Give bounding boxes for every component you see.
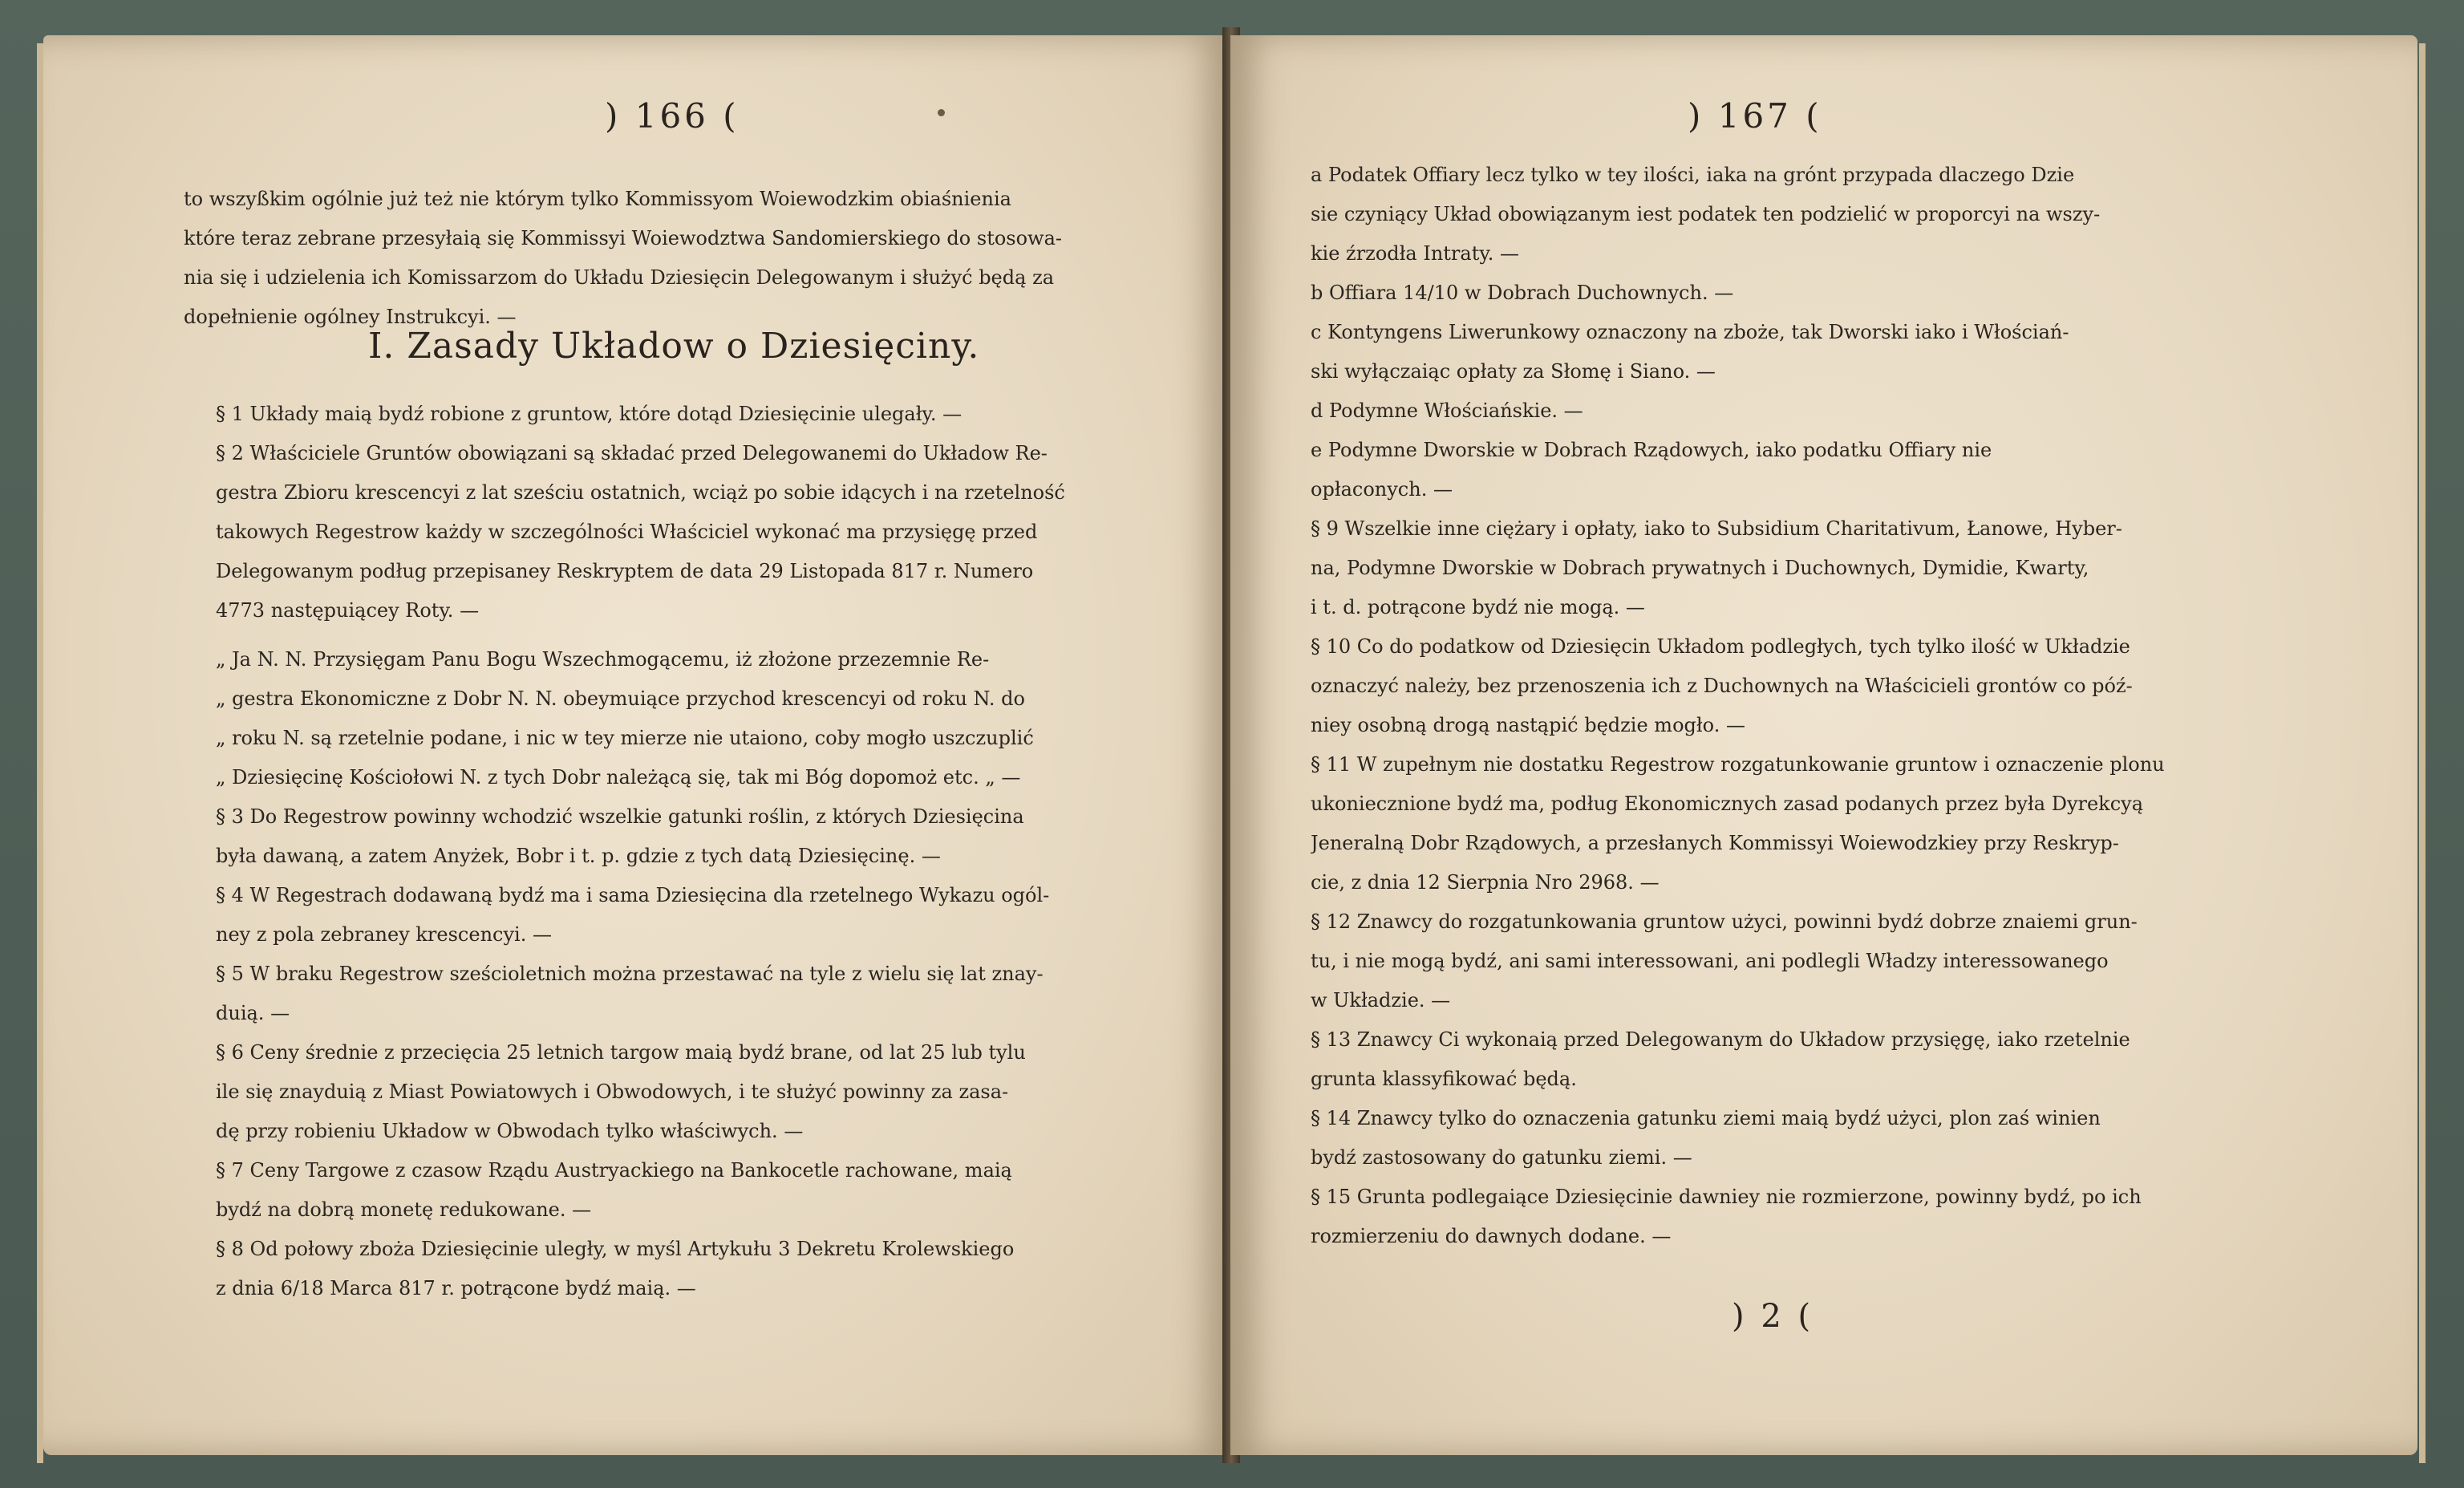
paragraph-line: w Układzie. — xyxy=(1311,989,1451,1012)
left-page-edge xyxy=(37,43,43,1463)
intro-line: które teraz zebrane przesyłaią się Kommissyi Woiewodztwa Sandomierskiego do stosowa- xyxy=(184,227,1063,249)
oath-text xyxy=(216,640,1210,797)
left-sections xyxy=(216,395,1210,1308)
paragraph-line: oznaczyć należy, bez przenoszenia ich z Duchownych na Właścicieli grontów co póź- xyxy=(1311,675,2133,697)
paragraph-2 xyxy=(216,434,1210,630)
paragraph-line: § 7 Ceny Targowe z czasow Rządu Austryackiego na Bankocetle rachowane, maią xyxy=(216,1159,1012,1182)
intro-line: nia się i udzielenia ich Komissarzom do Układu Dziesięcin Delegowanym i służyć będą za xyxy=(184,266,1055,289)
oath-line: „ Ja N. N. Przysięgam Panu Bogu Wszechmogącemu, iż złożone przezemnie Re- xyxy=(216,648,990,671)
paragraph-line: opłaconych. — xyxy=(1311,478,1453,501)
paragraph-14 xyxy=(1311,1099,2369,1178)
paragraph-line: tu, i nie mogą bydź, ani sami interessowani, ani podlegli Władzy interessowanego xyxy=(1311,950,2109,972)
paragraph-line: ney z pola zebraney krescencyi. — xyxy=(216,923,552,946)
paragraph-1 xyxy=(216,395,1210,434)
right-page xyxy=(1230,35,2417,1455)
paragraph-7 xyxy=(216,1151,1210,1230)
paragraph-line: duią. — xyxy=(216,1002,290,1024)
paragraph-line: d Podymne Włościańskie. — xyxy=(1311,399,1583,422)
paragraph-line: była dawaną, a zatem Anyżek, Bobr i t. p. gdzie z tych datą Dziesięcinę. — xyxy=(216,845,941,867)
item-b xyxy=(1311,274,2369,313)
paragraph-line: a Podatek Offiary lecz tylko w tey ilości, iaka na grónt przypada dlaczego Dzie xyxy=(1311,164,2075,186)
catchword: ) 2 ( xyxy=(1732,1298,1814,1335)
paragraph-line: § 5 W braku Regestrow sześcioletnich można przestawać na tyle z wielu się lat znay- xyxy=(216,963,1044,985)
intro-line: to wszyßkim ogólnie już też nie którym tylko Kommissyom Woiewodzkim obiaśnienia xyxy=(184,188,1011,210)
paragraph-line: § 15 Grunta podlegaiące Dziesięcinie dawniey nie rozmierzone, powinny bydź, po ich xyxy=(1311,1186,2142,1208)
paragraph-line: 4773 następuiącey Roty. — xyxy=(216,599,480,622)
paragraph-line: kie źrzodła Intraty. — xyxy=(1311,242,1519,265)
left-intro xyxy=(184,180,1174,337)
paragraph-line: § 11 W zupełnym nie dostatku Regestrow rozgatunkowanie gruntow i oznaczenie plonu xyxy=(1311,753,2165,776)
item-d xyxy=(1311,391,2369,431)
paragraph-line: grunta klassyfikować będą. xyxy=(1311,1068,1577,1090)
paragraph-10 xyxy=(1311,627,2369,745)
open-book xyxy=(19,11,2445,1471)
intro-line: dopełnienie ogólney Instrukcyi. — xyxy=(184,306,517,328)
paragraph-line: bydź zastosowany do gatunku ziemi. — xyxy=(1311,1146,1692,1169)
paragraph-line: § 3 Do Regestrow powinny wchodzić wszelkie gatunki roślin, z których Dziesięcina xyxy=(216,805,1024,828)
paragraph-line: takowych Regestrow każdy w szczególności Właściciel wykonać ma przysięgę przed xyxy=(216,521,1038,543)
paragraph-line: z dnia 6/18 Marca 817 r. potrącone bydź maią. — xyxy=(216,1277,696,1299)
paragraph-13 xyxy=(1311,1020,2369,1099)
item-e xyxy=(1311,431,2369,509)
paragraph-line: niey osobną drogą nastąpić będzie mogło. — xyxy=(1311,714,1745,736)
paragraph-line: rozmierzeniu do dawnych dodane. — xyxy=(1311,1225,1672,1247)
oath-line: „ roku N. są rzetelnie podane, i nic w tey mierze nie utaiono, coby mogło uszczuplić xyxy=(216,727,1034,749)
paragraph-line: i t. d. potrącone bydź nie mogą. — xyxy=(1311,596,1645,618)
paragraph-9 xyxy=(1311,509,2369,627)
paragraph-15 xyxy=(1311,1178,2369,1256)
paragraph-line: § 4 W Regestrach dodawaną bydź ma i sama Dziesięcina dla rzetelnego Wykazu ogól- xyxy=(216,884,1050,906)
paragraph-line: § 9 Wszelkie inne ciężary i opłaty, iako to Subsidium Charitativum, Łanowe, Hyber- xyxy=(1311,517,2122,540)
oath-line: „ Dziesięcinę Kościołowi N. z tych Dobr należącą się, tak mi Bóg dopomoż etc. „ — xyxy=(216,766,1021,789)
paragraph-line: c Kontyngens Liwerunkowy oznaczony na zboże, tak Dworski iako i Włościań- xyxy=(1311,321,2069,343)
paragraph-line: Jeneralną Dobr Rządowych, a przesłanych Kommissyi Woiewodzkiey przy Reskryp- xyxy=(1311,832,2119,854)
item-a xyxy=(1311,156,2369,274)
paragraph-line: b Offiara 14/10 w Dobrach Duchownych. — xyxy=(1311,282,1734,304)
right-page-edge xyxy=(2419,43,2426,1463)
paragraph-line: dę przy robieniu Układow w Obwodach tylko właściwych. — xyxy=(216,1120,804,1142)
left-page-number: ) 166 ( xyxy=(605,96,740,136)
left-page xyxy=(43,35,1230,1455)
item-c xyxy=(1311,313,2369,391)
paragraph-line: § 12 Znawcy do rozgatunkowania gruntow użyci, powinni bydź dobrze znaiemi grun- xyxy=(1311,910,2138,933)
paragraph-line: ile się znayduią z Miast Powiatowych i Obwodowych, i te służyć powinny za zasa- xyxy=(216,1081,1009,1103)
paragraph-3 xyxy=(216,797,1210,876)
paragraph-line: bydź na dobrą monetę redukowane. — xyxy=(216,1198,592,1221)
paragraph-line: § 2 Właściciele Gruntów obowiązani są składać przed Delegowanemi do Układow Re- xyxy=(216,442,1048,464)
paragraph-line: e Podymne Dworskie w Dobrach Rządowych, iako podatku Offiary nie xyxy=(1311,439,1992,461)
paragraph-line: gestra Zbioru krescencyi z lat sześciu ostatnich, wciąż po sobie idących i na rzetelność xyxy=(216,481,1065,504)
paragraph-line: ukoniecznione bydź ma, podług Ekonomicznych zasad podanych przez była Dyrekcyą xyxy=(1311,793,2144,815)
paragraph-11 xyxy=(1311,745,2369,902)
paragraph-line: § 8 Od połowy zboża Dziesięcinie uległy, w myśl Artykułu 3 Dekretu Krolewskiego xyxy=(216,1238,1015,1260)
paragraph-line: na, Podymne Dworskie w Dobrach prywatnych i Duchownych, Dymidie, Kwarty, xyxy=(1311,557,2089,579)
paragraph-12 xyxy=(1311,902,2369,1020)
right-sections xyxy=(1311,156,2369,1256)
paragraph-5 xyxy=(216,955,1210,1033)
paragraph-line: Delegowanym podług przepisaney Reskryptem de data 29 Listopada 817 r. Numero xyxy=(216,560,1034,582)
paragraph-line: cie, z dnia 12 Sierpnia Nro 2968. — xyxy=(1311,871,1660,894)
paragraph-line: § 1 Układy maią bydź robione z gruntow, które dotąd Dziesięcinie ulegały. — xyxy=(216,403,962,425)
paragraph-line: § 10 Co do podatkow od Dziesięcin Układom podległych, tych tylko ilość w Układzie xyxy=(1311,635,2130,658)
paragraph-line: § 6 Ceny średnie z przecięcia 25 letnich targow maią bydź brane, od lat 25 lub tylu xyxy=(216,1041,1026,1064)
paragraph-8 xyxy=(216,1230,1210,1308)
ink-spot xyxy=(938,109,945,116)
paragraph-6 xyxy=(216,1033,1210,1151)
section-title: I. Zasady Układow o Dziesięciny. xyxy=(368,326,980,367)
paragraph-line: sie czyniący Układ obowiązanym iest podatek ten podzielić w proporcyi na wszy- xyxy=(1311,203,2101,225)
paragraph-line: ski wyłączaiąc opłaty za Słomę i Siano. — xyxy=(1311,360,1716,383)
right-page-number: ) 167 ( xyxy=(1688,96,1822,136)
oath-line: „ gestra Ekonomiczne z Dobr N. N. obeymuiące przychod krescencyi od roku N. do xyxy=(216,687,1025,710)
paragraph-line: § 14 Znawcy tylko do oznaczenia gatunku ziemi maią bydź użyci, plon zaś winien xyxy=(1311,1107,2101,1129)
paragraph-line: § 13 Znawcy Ci wykonaią przed Delegowanym do Układow przysięgę, iako rzetelnie xyxy=(1311,1028,2130,1051)
paragraph-4 xyxy=(216,876,1210,955)
